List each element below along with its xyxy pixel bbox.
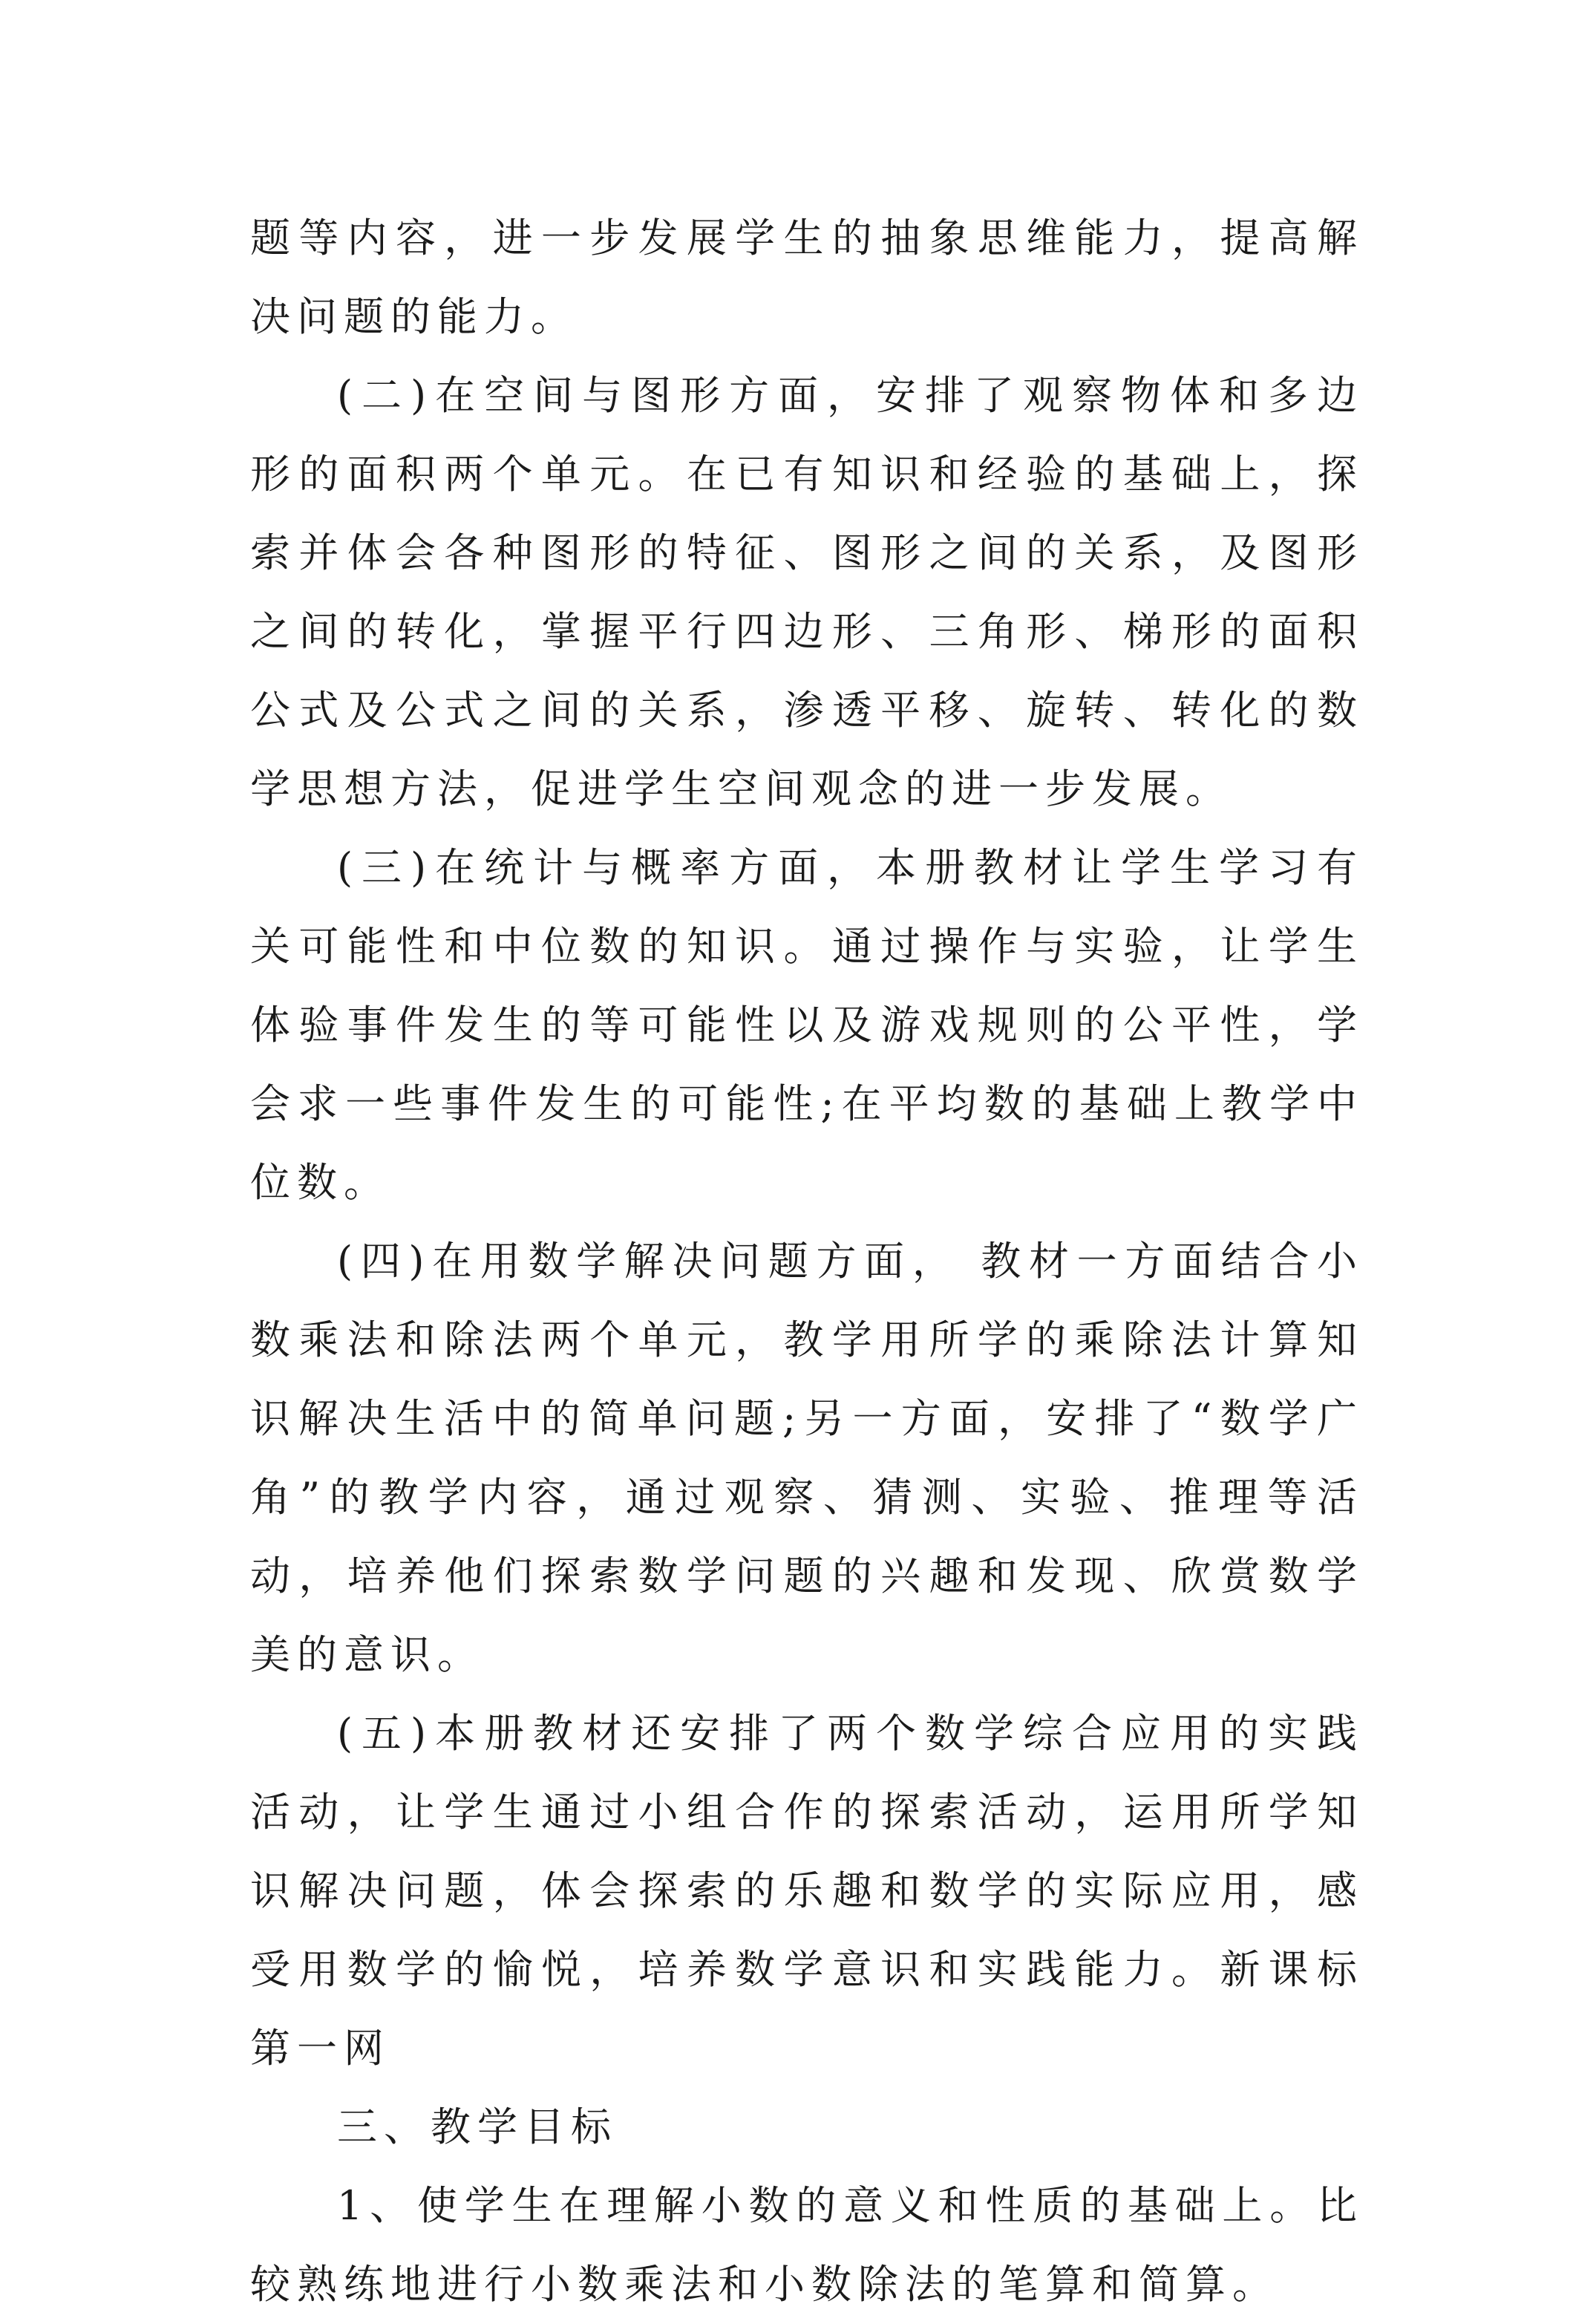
paragraph-continued: 题等内容，进一步发展学生的抽象思维能力，提高解决问题的能力。 xyxy=(250,215,1364,340)
paragraph-goal-1: 1、使学生在理解小数的意义和性质的基础上。比较熟练地进行小数乘法和小数除法的笔算和简算。 xyxy=(250,2182,1364,2308)
paragraph-practice-activities: (五)本册教材还安排了两个数学综合应用的实践活动，让学生通过小组合作的探索活动，运用所学知识解决问题，体会探索的乐趣和数学的实际应用，感受用数学的愉悦，培养数学意识和实践能力。新课标第一网 xyxy=(250,1710,1364,2072)
paragraph-statistics-probability: (三)在统计与概率方面，本册教材让学生学习有关可能性和中位数的知识。通过操作与实验，让学生体验事件发生的等可能性以及游戏规则的公平性，学会求一些事件发生的可能性;在平均数的基础上教学中位数。 xyxy=(250,844,1364,1206)
document-body xyxy=(250,199,1364,2324)
section-heading-teaching-goals: 三、教学目标 xyxy=(337,2103,618,2150)
paragraph-space-and-shape: (二)在空间与图形方面，安排了观察物体和多边形的面积两个单元。在已有知识和经验的基础上，探索并体会各种图形的特征、图形之间的关系，及图形之间的转化，掌握平行四边形、三角形、梯形的面积公式及公式之间的关系，渗透平移、旋转、转化的数学思想方法，促进学生空间观念的进一步发展。 xyxy=(250,372,1364,812)
paragraph-problem-solving: (四)在用数学解决问题方面， 教材一方面结合小数乘法和除法两个单元，教学用所学的乘除法计算知识解决生活中的简单问题;另一方面，安排了“数学广角”的教学内容，通过观察、猜测、实验、推理等活动，培养他们探索数学问题的兴趣和发现、欣赏数学美的意识。 xyxy=(250,1238,1364,1678)
